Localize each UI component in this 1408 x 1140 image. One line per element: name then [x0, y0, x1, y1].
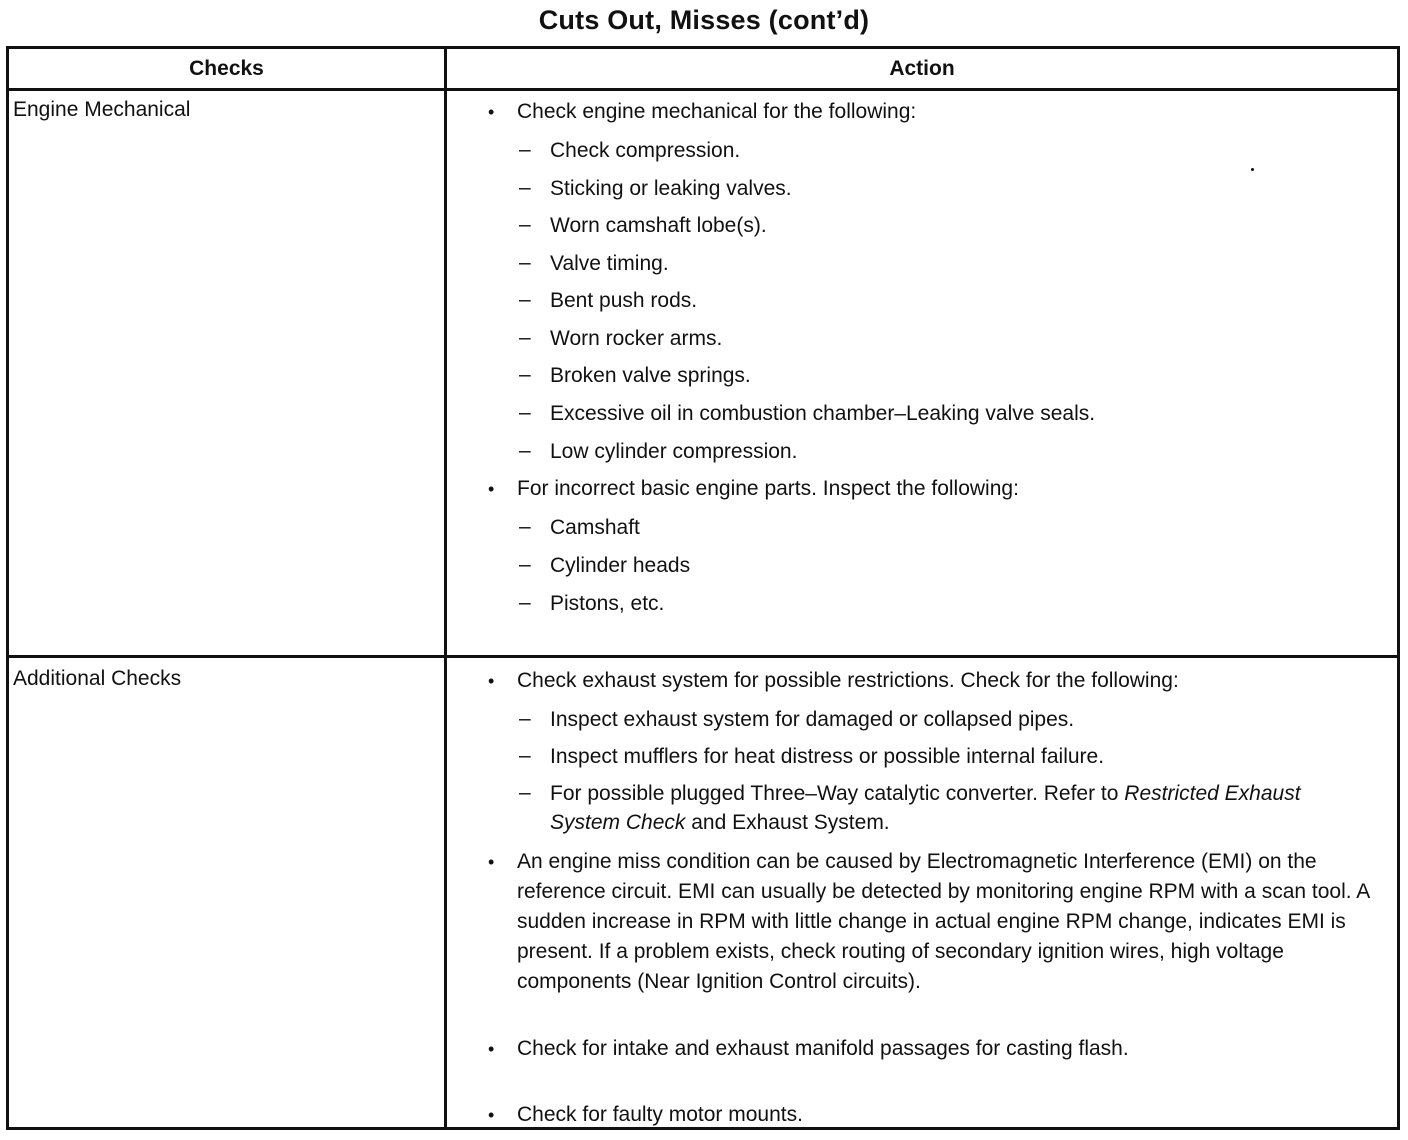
- converter-text-after: and Exhaust System.: [685, 811, 890, 834]
- sub-text: Sticking or leaking valves.: [550, 177, 792, 200]
- sub-text: Low cylinder compression.: [550, 440, 798, 463]
- action-text: Check engine mechanical for the following:: [517, 100, 917, 123]
- page-title: Cuts Out, Misses (cont’d): [538, 5, 870, 35]
- sub-text: Worn camshaft lobe(s).: [550, 214, 767, 237]
- dash-icon: –: [519, 553, 531, 576]
- bullet-icon: •: [488, 1039, 495, 1059]
- dash-icon: –: [519, 707, 531, 730]
- bullet-icon: •: [488, 671, 495, 691]
- sub-text: Check compression.: [550, 139, 741, 162]
- check-label-engine-mechanical: Engine Mechanical: [13, 98, 191, 121]
- dash-icon: –: [519, 138, 531, 161]
- action-text: For incorrect basic engine parts. Inspect the following:: [517, 477, 1019, 500]
- bullet-icon: •: [488, 479, 495, 499]
- sub-text: Cylinder heads: [550, 554, 691, 577]
- dash-icon: –: [519, 326, 531, 349]
- header-action: Action: [889, 57, 955, 80]
- dash-icon: –: [519, 363, 531, 386]
- sub-text: [550, 779, 1357, 837]
- action-text: Check exhaust system for possible restrictions. Check for the following:: [517, 669, 1179, 692]
- sub-text: Valve timing.: [550, 252, 669, 275]
- sub-text: Excessive oil in combustion chamber–Leaking valve seals.: [550, 402, 1096, 425]
- header-checks: Checks: [189, 57, 264, 80]
- diagnostic-table: [6, 46, 1400, 1130]
- converter-text-before: For possible plugged Three–Way catalytic converter. Refer to: [550, 782, 1125, 805]
- dash-icon: –: [519, 744, 531, 767]
- restricted-exhaust-link-text: Restricted Exhaust System Check: [550, 782, 1301, 834]
- sub-text: Camshaft: [550, 516, 640, 539]
- dash-icon: –: [519, 439, 531, 462]
- dash-icon: –: [519, 288, 531, 311]
- sub-text: Worn rocker arms.: [550, 327, 723, 350]
- dash-icon: –: [519, 401, 531, 424]
- sub-text: Pistons, etc.: [550, 592, 665, 615]
- sub-text: Broken valve springs.: [550, 364, 751, 387]
- bullet-icon: •: [488, 1105, 495, 1125]
- stray-dot-mark: [1251, 168, 1254, 171]
- bullet-icon: •: [488, 852, 495, 872]
- dash-icon: –: [519, 591, 531, 614]
- dash-icon: –: [519, 781, 531, 804]
- dash-icon: –: [519, 515, 531, 538]
- bullet-icon: •: [488, 102, 495, 122]
- action-cell-additional-checks: [447, 49, 1397, 1127]
- action-text: An engine miss condition can be caused by Electromagnetic Interference (EMI) on the reference circuit. EMI can usually be detected by monitoring engine RPM with a scan tool. A sudden increase in RPM with little change in actual engine RPM change, indicates EMI is present. If a problem exists, check routing of secondary ignition wires, high voltage components (Near Ignition Control circuits).: [517, 850, 1370, 993]
- sub-text: Inspect exhaust system for damaged or collapsed pipes.: [550, 708, 1075, 731]
- action-text: Check for faulty motor mounts.: [517, 1103, 803, 1126]
- sub-text: Inspect mufflers for heat distress or possible internal failure.: [550, 745, 1105, 768]
- check-label-additional-checks: Additional Checks: [13, 667, 182, 690]
- dash-icon: –: [519, 213, 531, 236]
- dash-icon: –: [519, 176, 531, 199]
- sub-text: Bent push rods.: [550, 289, 698, 312]
- dash-icon: –: [519, 251, 531, 274]
- action-text: Check for intake and exhaust manifold passages for casting flash.: [517, 1037, 1129, 1060]
